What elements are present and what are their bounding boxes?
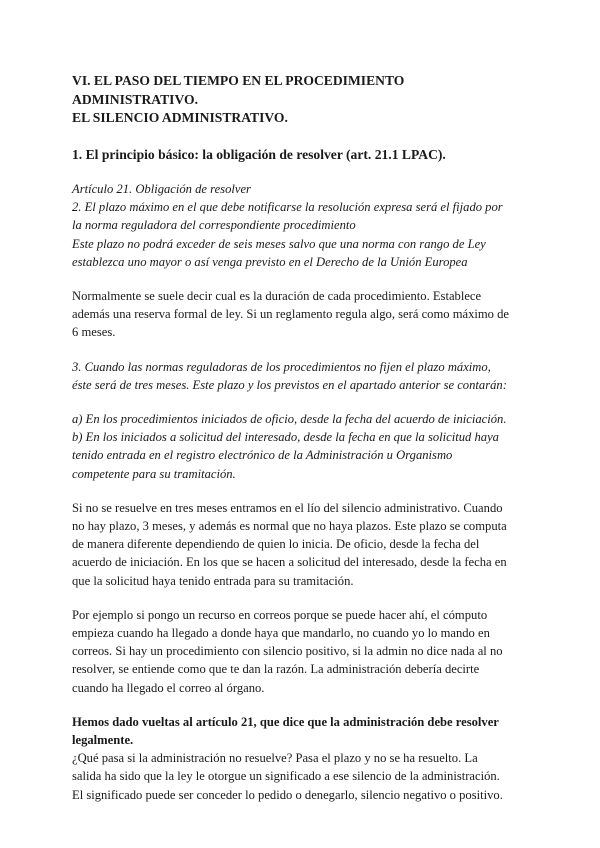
paragraph-line: empieza cuando ha llegado a donde haya que mandarlo, no cuando yo lo mando en: [72, 626, 490, 641]
paragraph-line: de manera diferente dependiendo de quien lo inicia. De oficio, desde la fecha del: [72, 537, 480, 552]
paragraph-line: acuerdo de iniciación. En los que se hacen a solicitud del interesado, desde la fecha en: [72, 555, 507, 570]
section-heading: [72, 72, 528, 128]
paragraph-line: El significado puede ser conceder lo pedido o denegarlo, silencio negativo o positivo.: [72, 787, 503, 802]
quote-section-3: [72, 358, 528, 394]
paragraph-line: salida ha sido que la ley le otorgue un significado a ese silencio de la administración.: [72, 769, 500, 784]
paragraph-article-21-summary: [72, 713, 528, 804]
quote-line: b) En los iniciados a solicitud del interesado, desde la fecha en que la solicitud haya: [72, 430, 499, 445]
paragraph-duration: [72, 287, 528, 342]
paragraph-line: que la solicitud haya tenido entrada para su tramitación.: [72, 573, 354, 588]
paragraph-line: 6 meses.: [72, 325, 116, 340]
quote-article-21: [72, 180, 528, 271]
quote-line: 2. El plazo máximo en el que debe notificarse la resolución expresa será el fijado por: [72, 200, 503, 215]
quote-title: Artículo 21. Obligación de resolver: [72, 182, 251, 196]
quote-line: éste será de tres meses. Este plazo y los previstos en el apartado anterior se contarán:: [72, 377, 507, 392]
paragraph-line: no hay plazo, 3 meses, y además es normal que no haya plazos. Este plazo se computa: [72, 519, 507, 534]
paragraph-example: [72, 606, 528, 697]
quote-line: la norma reguladora del correspondiente procedimiento: [72, 218, 356, 233]
section-heading-line-2: EL SILENCIO ADMINISTRATIVO.: [72, 110, 288, 125]
bold-line: Hemos dado vueltas al artículo 21, que dice que la administración debe resolver: [72, 714, 499, 729]
paragraph-line: ¿Qué pasa si la administración no resuelve? Pasa el plazo y no se ha resuelto. La: [72, 751, 478, 766]
subsection-title: 1. El principio básico: la obligación de resolver (art. 21.1 LPAC).: [72, 146, 446, 162]
quote-line: 3. Cuando las normas reguladoras de los procedimientos no fijen el plazo máximo,: [72, 359, 491, 374]
paragraph-line: Si no se resuelve en tres meses entramos en el lío del silencio administrativo. Cuando: [72, 500, 503, 515]
quote-line: competente para su tramitación.: [72, 466, 236, 481]
quote-line: tenido entrada en el registro electrónico de la Administración u Organismo: [72, 448, 453, 463]
quote-line: a) En los procedimientos iniciados de oficio, desde la fecha del acuerdo de iniciación.: [72, 412, 507, 427]
bold-line: legalmente.: [72, 733, 134, 748]
quote-line: Este plazo no podrá exceder de seis meses salvo que una norma con rango de Ley: [72, 236, 486, 251]
quote-computation-rules: [72, 410, 528, 483]
paragraph-line: correos. Si hay un procedimiento con silencio positivo, si la admin no dice nada al no: [72, 644, 503, 659]
paragraph-silence: [72, 499, 528, 590]
paragraph-line: Normalmente se suele decir cual es la duración de cada procedimiento. Establece: [72, 289, 482, 304]
paragraph-line: cuando ha llegado el correo al órgano.: [72, 680, 265, 695]
paragraph-line: Por ejemplo si pongo un recurso en correos porque se puede hacer ahí, el cómputo: [72, 607, 488, 622]
section-heading-line-1: VI. EL PASO DEL TIEMPO EN EL PROCEDIMIENTO ADMINISTRATIVO.: [72, 73, 405, 107]
paragraph-line: resolver, se entiende como que te dan la razón. La administración debería decirte: [72, 662, 480, 677]
quote-line: establezca uno mayor o así venga previsto en el Derecho de la Unión Europea: [72, 254, 468, 269]
paragraph-line: además una reserva formal de ley. Si un reglamento regula algo, será como máximo de: [72, 307, 510, 322]
